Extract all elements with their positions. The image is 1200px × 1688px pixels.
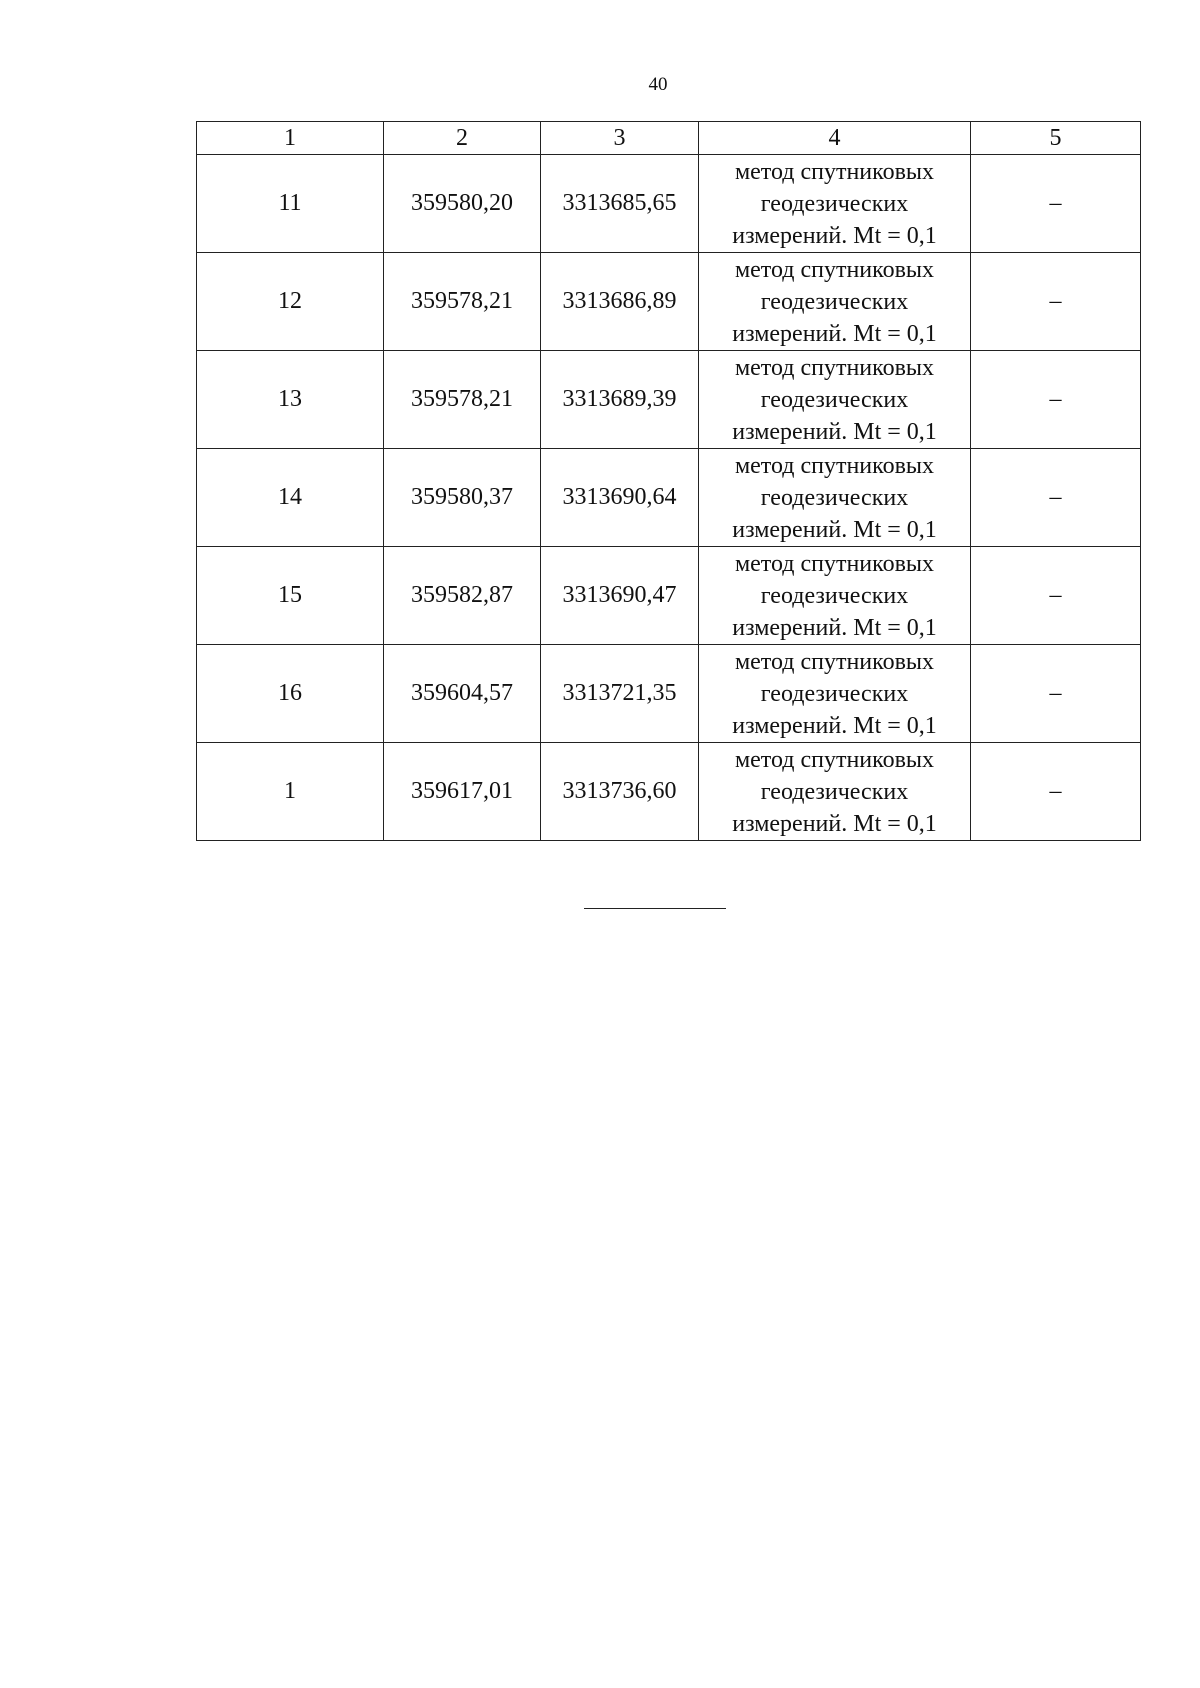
point-number: 15 xyxy=(197,547,384,645)
note-cell: – xyxy=(971,743,1141,841)
point-number: 14 xyxy=(197,449,384,547)
coordinate-x: 359582,87 xyxy=(384,547,541,645)
coordinate-y: 3313685,65 xyxy=(541,155,699,253)
method-cell xyxy=(699,743,971,841)
note-cell: – xyxy=(971,155,1141,253)
method-line: метод спутниковых xyxy=(734,256,935,283)
method-line: геодезических xyxy=(760,680,909,707)
method-line: метод спутниковых xyxy=(734,550,935,577)
method-line: измерений. Mt = 0,1 xyxy=(732,222,937,249)
column-header-1: 1 xyxy=(197,122,384,155)
method-cell xyxy=(699,645,971,743)
coordinate-y: 3313736,60 xyxy=(541,743,699,841)
coordinates-table xyxy=(196,121,1141,841)
point-number: 11 xyxy=(197,155,384,253)
point-number: 12 xyxy=(197,253,384,351)
coordinate-x: 359578,21 xyxy=(384,253,541,351)
table-header-row xyxy=(197,122,1141,155)
method-cell xyxy=(699,351,971,449)
table-row xyxy=(197,155,1141,253)
coordinate-y: 3313690,47 xyxy=(541,547,699,645)
coordinate-y: 3313686,89 xyxy=(541,253,699,351)
method-line: измерений. Mt = 0,1 xyxy=(732,516,937,543)
table-row xyxy=(197,743,1141,841)
coordinate-x: 359617,01 xyxy=(384,743,541,841)
method-line: геодезических xyxy=(760,582,909,609)
column-header-2: 2 xyxy=(384,122,541,155)
method-cell xyxy=(699,253,971,351)
coordinate-x: 359580,37 xyxy=(384,449,541,547)
point-number: 1 xyxy=(197,743,384,841)
note-cell: – xyxy=(971,547,1141,645)
column-header-3: 3 xyxy=(541,122,699,155)
table-row xyxy=(197,547,1141,645)
method-line: геодезических xyxy=(760,190,909,217)
column-header-5: 5 xyxy=(971,122,1141,155)
method-line: метод спутниковых xyxy=(734,158,935,185)
table-row xyxy=(197,645,1141,743)
note-cell: – xyxy=(971,351,1141,449)
note-cell: – xyxy=(971,645,1141,743)
method-line: измерений. Mt = 0,1 xyxy=(732,320,937,347)
coordinate-x: 359580,20 xyxy=(384,155,541,253)
coordinate-x: 359604,57 xyxy=(384,645,541,743)
method-line: измерений. Mt = 0,1 xyxy=(732,810,937,837)
method-cell xyxy=(699,547,971,645)
page-number: 40 xyxy=(648,74,668,95)
table-row xyxy=(197,449,1141,547)
coordinate-y: 3313690,64 xyxy=(541,449,699,547)
method-line: метод спутниковых xyxy=(734,354,935,381)
end-of-document-rule xyxy=(584,908,726,909)
method-line: метод спутниковых xyxy=(734,648,935,675)
method-line: геодезических xyxy=(760,778,909,805)
method-line: измерений. Mt = 0,1 xyxy=(732,614,937,641)
method-cell xyxy=(699,449,971,547)
method-line: метод спутниковых xyxy=(734,746,935,773)
table-row xyxy=(197,351,1141,449)
point-number: 16 xyxy=(197,645,384,743)
coordinate-y: 3313721,35 xyxy=(541,645,699,743)
method-line: метод спутниковых xyxy=(734,452,935,479)
coordinate-x: 359578,21 xyxy=(384,351,541,449)
note-cell: – xyxy=(971,253,1141,351)
coordinate-y: 3313689,39 xyxy=(541,351,699,449)
method-line: измерений. Mt = 0,1 xyxy=(732,418,937,445)
column-header-4: 4 xyxy=(699,122,971,155)
method-line: геодезических xyxy=(760,386,909,413)
method-cell xyxy=(699,155,971,253)
point-number: 13 xyxy=(197,351,384,449)
method-line: измерений. Mt = 0,1 xyxy=(732,712,937,739)
table-row xyxy=(197,253,1141,351)
method-line: геодезических xyxy=(760,484,909,511)
note-cell: – xyxy=(971,449,1141,547)
method-line: геодезических xyxy=(760,288,909,315)
